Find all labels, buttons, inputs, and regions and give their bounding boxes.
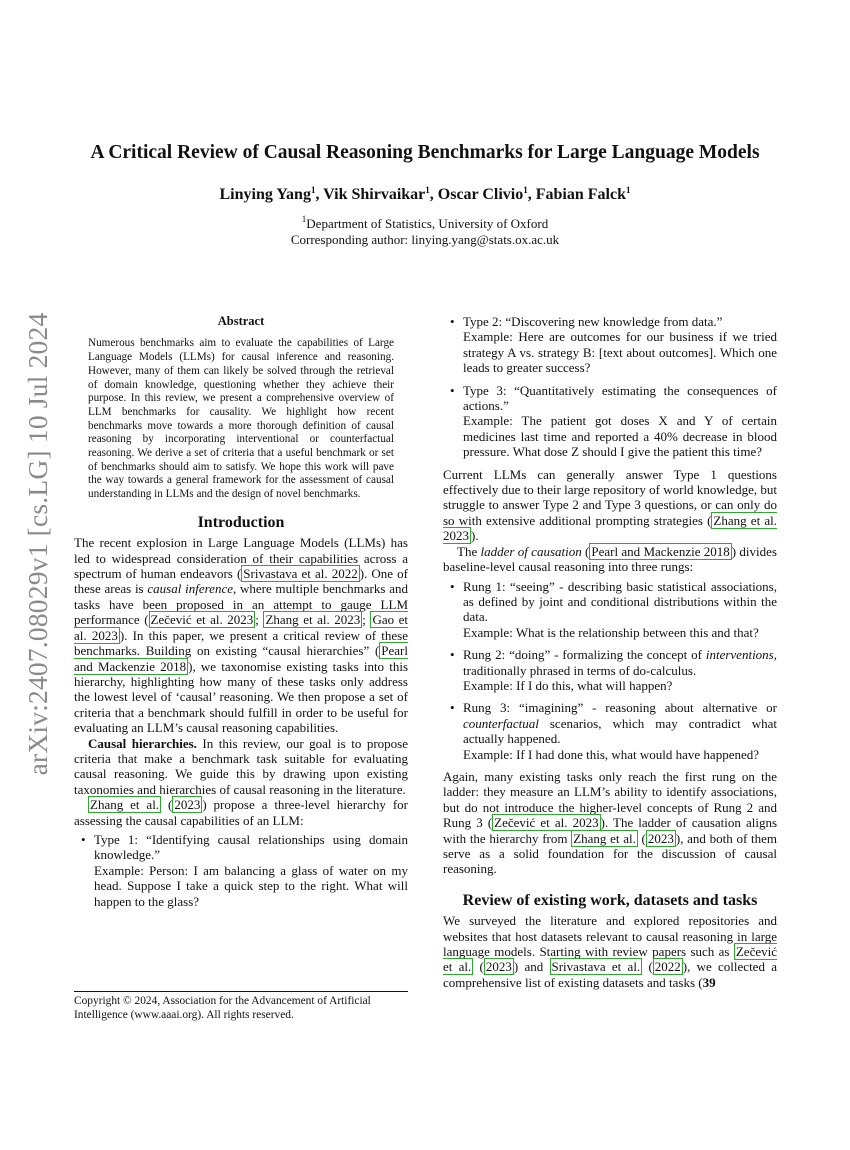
text: ). In this paper, we present a critical review of these benchmarks. Building on existing “causal hierarchies” ( — [74, 627, 408, 659]
citation-link[interactable]: Zhang et al. — [573, 830, 636, 846]
text: • Type 2: “Discovering new knowledge from data.” — [463, 314, 723, 329]
text: • Type 1: “Identifying causal relationships using domain knowledge.” — [94, 831, 408, 863]
author-sep: , — [315, 186, 324, 203]
text: Rung 3: “imagining” - reasoning about alternative or — [463, 700, 777, 716]
citation-link[interactable]: Zhang et al. 2023 — [443, 512, 777, 544]
type-list — [74, 832, 408, 909]
text: ( — [637, 830, 646, 846]
emphasis: interventions — [705, 647, 774, 663]
citation-link[interactable]: Pearl and Mackenzie 2018 — [74, 643, 408, 674]
intro-paragraph-6 — [443, 769, 777, 877]
text: , where multiple benchmarks and tasks have been proposed in an attempt to gauge LLM performance ( — [74, 581, 408, 628]
text: The recent explosion in Large Language Models (LLMs) has led to widespread consideration of their capabilities across a spectrum of human endeavors ( — [74, 535, 408, 582]
citation-link[interactable]: Zhang et al. 2023 — [265, 612, 361, 628]
citation-link[interactable]: Gao et al. 2023 — [74, 612, 409, 643]
emphasis: causal inference — [147, 581, 233, 597]
citation-link[interactable]: Zečević et al. 2023 — [494, 815, 599, 831]
author-name: Linying Yang — [219, 186, 311, 203]
text: Current LLMs can generally answer Type 1 questions effectively due to their large repository of world knowledge, but struggle to answer Type 2 and Type 3 questions, or can only do so with extensive additional prompting strategies ( — [443, 466, 777, 528]
text: scenarios, which may contradict what actually happened. — [463, 715, 777, 747]
bold-text: 39 — [702, 974, 716, 990]
text: ) divides baseline-level causal reasoning into three rungs: — [443, 543, 777, 575]
author-affil-mark: 1 — [310, 185, 316, 195]
text: Example: The patient got doses X and Y of certain medicines last time and reported a 40% decrease in blood pressure. What dose Z should I give the patient this time? — [463, 413, 777, 460]
citation-link[interactable]: Zečević et al. — [443, 944, 777, 975]
text: ) propose a three-level hierarchy for assessing the causal capabilities of an LLM: — [74, 797, 408, 828]
text: Again, many existing tasks only reach the first rung on the ladder: they measure an LLM’s ability to identify associations, but do not introduce the higher-level concepts of Rung 2 and Rung 3 ( — [443, 768, 777, 831]
corresponding-author: Corresponding author: linying.yang@stats.ox.ac.uk — [290, 232, 560, 247]
text: Example: Person: I am balancing a glass of water on my head. Suppose I take a quick step to the right. What will happen to the glass? — [94, 862, 408, 909]
text: ). One of these areas is — [74, 566, 408, 597]
intro-paragraph-4 — [443, 467, 777, 544]
text: Example: If I had done this, what would have happened? — [463, 746, 760, 762]
citation-link[interactable]: Srivastava et al. — [551, 959, 641, 975]
text: ). The ladder of causation aligns with the hierarchy from — [443, 815, 778, 846]
abstract-heading: Abstract — [217, 314, 265, 328]
text: ). — [471, 528, 479, 544]
text: , traditionally phrased in terms of do-calculus. — [463, 647, 777, 678]
text: Rung 2: “doing” - formalizing the concept of — [463, 647, 706, 663]
author-sep: , — [429, 186, 438, 203]
text: ), we taxonomise existing tasks into this hierarchy, highlighting how many of these tasks only address the lowest level of ‘causal’ reasoning. We then propose a set of criteria that a benchmark should fulfill in order to be useful for evaluating an LLM’s causal reasoning capabilities. — [74, 658, 409, 736]
run-in-heading: Causal hierarchies. — [88, 735, 197, 751]
emphasis: counterfactual — [463, 715, 539, 731]
author-affil-mark: 1 — [625, 185, 631, 195]
text: ), and both of them serve as a solid foundation for the discussion of causal reasoning. — [443, 830, 777, 877]
citation-link[interactable]: Zečević et al. 2023 — [150, 612, 254, 628]
text: ) and — [513, 959, 550, 975]
paper-title: A Critical Review of Causal Reasoning Benchmarks for Large Language Models — [90, 142, 760, 163]
left-column — [74, 314, 408, 916]
text: ( — [581, 543, 590, 559]
list-item — [463, 383, 777, 460]
emphasis: ladder of causation — [480, 543, 582, 559]
intro-paragraph-2 — [74, 736, 408, 798]
intro-paragraph-3 — [74, 797, 408, 828]
text: ( — [161, 797, 173, 813]
citation-link[interactable]: 2023 — [647, 830, 674, 846]
type-list-cont — [443, 314, 777, 460]
citation-link[interactable]: 2023 — [485, 959, 512, 975]
citation-link[interactable]: Srivastava et al. 2022 — [243, 566, 358, 582]
text: ( — [473, 959, 484, 975]
abstract-text: Numerous benchmarks aim to evaluate the capabilities of Large Language Models (LLMs) for causal inference and reasoning. However, many of them can likely be solved through the retrieval of domain knowledge, questioning whether they achieve their purpose. In this review, we present a comprehensive overview of LLM benchmarks for causality. We highlight how recent benchmarks move towards a more thorough definition of causal reasoning by incorporating interventional or counterfactual reasoning. We derive a set of criteria that a useful benchmark or set of benchmarks should aim to satisfy. We hope this work will pave the way towards a general framework for the assessment of causal understanding in LLMs and the design of novel benchmarks. — [88, 337, 394, 501]
list-item — [94, 832, 408, 909]
list-item — [463, 579, 777, 641]
text — [463, 647, 777, 678]
introduction-heading: Introduction — [197, 513, 285, 531]
text: ; — [255, 612, 264, 628]
list-item — [463, 647, 777, 693]
citation-link[interactable]: 2022 — [654, 959, 681, 975]
author-affil-mark: 1 — [425, 185, 430, 195]
text: In this review, our goal is to propose criteria that make a benchmark task suitable for evaluating causal reasoning. We guide this by drawing upon existing taxonomies and hierarchies of causal reasoning in the literature. — [74, 735, 408, 797]
citation-link[interactable]: 2023 — [174, 797, 201, 813]
text — [463, 700, 777, 746]
text: Example: Here are outcomes for our business if we tried strategy A vs. strategy B: [text about outcomes]. Which one leads to greater success? — [463, 329, 777, 376]
text: • Rung 1: “seeing” - describing basic statistical associations, as defined by joint and conditional distributions within the data. — [463, 578, 777, 625]
author-name: Fabian Falck — [535, 186, 626, 203]
author-affil-mark: 1 — [523, 185, 528, 195]
rung-list — [443, 579, 777, 762]
right-column — [443, 314, 777, 990]
author-sep: , — [527, 186, 536, 203]
citation-link[interactable]: Zhang et al. — [90, 797, 160, 813]
text: Example: What is the relationship between this and that? — [463, 624, 759, 640]
text: • Type 3: “Quantitatively estimating the consequences of actions.” — [463, 382, 777, 414]
copyright-footer: Copyright © 2024, Association for the Advancement of Artificial Intelligence (www.aaai.org). All rights reserved. — [74, 991, 408, 1022]
text: ( — [642, 959, 653, 975]
text: Example: If I do this, what will happen? — [463, 677, 673, 693]
text: ; — [362, 612, 371, 628]
intro-paragraph-1 — [74, 535, 408, 735]
affiliation — [0, 216, 850, 232]
citation-link[interactable]: Pearl and Mackenzie 2018 — [591, 543, 730, 559]
arxiv-sidebar-stamp: arXiv:2407.08029v1 [cs.LG] 10 Jul 2024 — [22, 312, 53, 776]
author-name: Oscar Clivio — [437, 186, 524, 203]
affil-mark: 1 — [301, 214, 307, 224]
intro-paragraph-5 — [443, 544, 777, 575]
affiliation-block — [0, 216, 850, 248]
author-name: Vik Shirvaikar — [323, 186, 426, 203]
author-list — [0, 186, 850, 204]
review-heading: Review of existing work, datasets and tasks — [462, 891, 758, 909]
text: We surveyed the literature and explored repositories and websites that host datasets relevant to causal reasoning in large language models. Starting with review papers such as — [443, 913, 777, 960]
text: The — [457, 543, 481, 559]
affil-text: Department of Statistics, University of Oxford — [306, 216, 549, 231]
review-paragraph-1 — [443, 913, 777, 990]
list-item — [463, 314, 777, 376]
list-item — [463, 700, 777, 762]
text: ), we collected a comprehensive list of existing datasets and tasks ( — [443, 959, 777, 990]
